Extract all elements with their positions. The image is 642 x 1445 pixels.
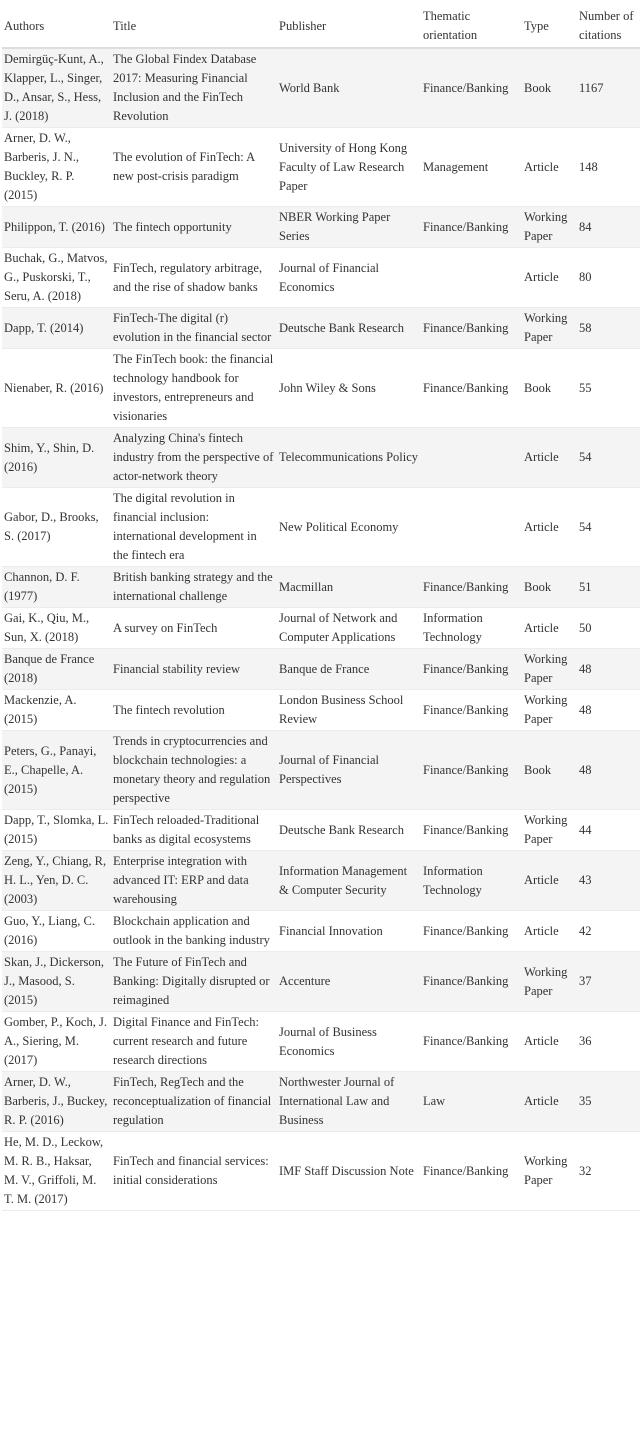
cell-thematic: Finance/Banking — [423, 974, 509, 988]
table-row — [2, 428, 640, 488]
table-row — [2, 649, 640, 690]
cell-publisher: Journal of Financial Economics — [279, 260, 379, 294]
cell-thematic: Finance/Banking — [423, 380, 509, 395]
cell-authors: He, M. D., Leckow, M. R. B., Haksar, M. V., Griffoli, M. T. M. (2017) — [4, 1135, 104, 1206]
table-row — [2, 952, 640, 1012]
cell-publisher: Financial Innovation — [279, 923, 383, 938]
header-row — [2, 5, 640, 48]
cell-type: Article — [524, 270, 559, 284]
cell-citations: 32 — [579, 1163, 592, 1178]
cell-citations: 48 — [579, 702, 592, 717]
table-row — [2, 567, 640, 608]
cell-publisher: IMF Staff Discussion Note — [279, 1163, 414, 1178]
cell-title: The FinTech book: the financial technology handbook for investors, entrepreneurs and visionaries — [113, 352, 274, 423]
cell-authors: Dapp, T., Slomka, L. (2015) — [4, 813, 109, 846]
cell-title: A survey on FinTech — [113, 620, 218, 635]
cell-title: FinTech and financial services: initial considerations — [113, 1154, 269, 1187]
cell-type: Working Paper — [524, 1154, 568, 1187]
cell-thematic: Finance/Banking — [423, 923, 509, 938]
cell-title: British banking strategy and the international challenge — [113, 570, 273, 603]
cell-type: Book — [524, 579, 552, 594]
cell-citations: 44 — [579, 822, 592, 837]
cell-title: Blockchain application and outlook in the banking industry — [113, 914, 270, 947]
cell-thematic — [421, 488, 522, 567]
cell-type: Working Paper — [524, 964, 568, 998]
cell-authors: Skan, J., Dickerson, J., Masood, S. (2015) — [4, 955, 104, 1007]
cell-authors: Channon, D. F. (1977) — [4, 570, 80, 603]
cell-citations: 36 — [579, 1034, 592, 1048]
cell-type: Book — [524, 380, 552, 395]
cell-thematic: Law — [423, 1094, 446, 1108]
table-row — [2, 349, 640, 428]
cell-title: Digital Finance and FinTech: current research and future research directions — [113, 1015, 259, 1067]
table-row — [2, 851, 640, 911]
cell-publisher: Banque de France — [279, 661, 370, 676]
cell-citations: 148 — [579, 159, 598, 174]
table-row — [2, 1132, 640, 1211]
citations-table — [2, 5, 640, 1211]
cell-type: Book — [524, 80, 552, 95]
cell-citations: 35 — [579, 1094, 592, 1108]
cell-publisher: Deutsche Bank Research — [279, 320, 404, 335]
cell-authors: Peters, G., Panayi, E., Chapelle, A. (2015) — [4, 743, 97, 796]
cell-citations: 80 — [579, 270, 592, 284]
cell-type: Working Paper — [524, 210, 568, 243]
table-row — [2, 207, 640, 248]
table-header — [2, 5, 640, 48]
header-citations: Number of citations — [579, 9, 634, 42]
cell-type: Working Paper — [524, 652, 568, 685]
cell-authors: Dapp, T. (2014) — [4, 320, 84, 335]
cell-citations: 58 — [579, 320, 592, 335]
cell-publisher: University of Hong Kong Faculty of Law Research Paper — [279, 140, 408, 193]
cell-thematic: Finance/Banking — [423, 1163, 509, 1178]
cell-citations: 37 — [579, 974, 592, 988]
table-row — [2, 911, 640, 952]
cell-thematic: Finance/Banking — [423, 320, 509, 335]
cell-type: Article — [524, 1034, 559, 1048]
cell-type: Working Paper — [524, 311, 568, 344]
cell-thematic: Finance/Banking — [423, 762, 509, 777]
cell-title: FinTech reloaded-Traditional banks as digital ecosystems — [113, 813, 260, 846]
cell-publisher: New Political Economy — [279, 519, 399, 534]
table-row — [2, 128, 640, 207]
cell-type: Article — [524, 1094, 559, 1108]
cell-citations: 48 — [579, 661, 592, 676]
cell-title: FinTech, regulatory arbitrage, and the rise of shadow banks — [113, 260, 263, 294]
table-row — [2, 1012, 640, 1072]
cell-thematic: Finance/Banking — [423, 80, 509, 95]
cell-authors: Gomber, P., Koch, J. A., Siering, M. (2017) — [4, 1015, 107, 1067]
cell-authors: Arner, D. W., Barberis, J. N., Buckley, R. P. (2015) — [4, 131, 79, 202]
table-row — [2, 248, 640, 308]
cell-authors: Guo, Y., Liang, C. (2016) — [4, 914, 95, 947]
table-row — [2, 488, 640, 567]
cell-publisher: Journal of Financial Perspectives — [279, 753, 379, 786]
cell-publisher: World Bank — [279, 80, 340, 95]
cell-citations: 48 — [579, 762, 592, 777]
cell-publisher: Information Management & Computer Security — [279, 863, 408, 897]
cell-title: The fintech opportunity — [113, 219, 232, 234]
cell-title: The digital revolution in financial inclusion: international development in the fintech era — [113, 491, 257, 562]
cell-authors: Buchak, G., Matvos, G., Puskorski, T., Seru, A. (2018) — [4, 251, 108, 303]
cell-citations: 50 — [579, 620, 592, 635]
cell-title: Enterprise integration with advanced IT: ERP and data warehousing — [113, 854, 249, 906]
cell-thematic: Management — [423, 159, 489, 174]
cell-citations: 55 — [579, 380, 592, 395]
cell-citations: 84 — [579, 219, 592, 234]
cell-thematic — [421, 248, 522, 308]
cell-title: The evolution of FinTech: A new post-crisis paradigm — [113, 150, 255, 183]
cell-type: Book — [524, 762, 552, 777]
cell-thematic: Information Technology — [423, 863, 483, 897]
table-row — [2, 608, 640, 649]
cell-title: The Global Findex Database 2017: Measuring Financial Inclusion and the FinTech Revolution — [113, 52, 257, 123]
cell-citations: 42 — [579, 923, 592, 938]
cell-title: FinTech, RegTech and the reconceptualization of financial regulation — [113, 1075, 272, 1127]
cell-authors: Gabor, D., Brooks, S. (2017) — [4, 510, 99, 543]
cell-thematic: Finance/Banking — [423, 219, 509, 234]
cell-citations: 1167 — [579, 80, 604, 95]
cell-title: The fintech revolution — [113, 702, 225, 717]
cell-authors: Shim, Y., Shin, D. (2016) — [4, 440, 95, 474]
cell-authors: Zeng, Y., Chiang, R, H. L., Yen, D. C. (2003) — [4, 854, 107, 906]
table-row — [2, 48, 640, 128]
cell-thematic: Finance/Banking — [423, 822, 509, 837]
table-row — [2, 810, 640, 851]
cell-thematic: Finance/Banking — [423, 661, 509, 676]
cell-title: Trends in cryptocurrencies and blockchain technologies: a monetary theory and regulation perspective — [113, 734, 271, 805]
cell-title: FinTech-The digital (r) evolution in the financial sector — [113, 311, 272, 344]
cell-type: Article — [524, 873, 559, 887]
cell-authors: Arner, D. W., Barberis, J., Buckey, R. P. (2016) — [4, 1075, 108, 1127]
cell-title: Analyzing China's fintech industry from the perspective of actor-network theory — [113, 431, 274, 483]
cell-title: The Future of FinTech and Banking: Digitally disrupted or reimagined — [113, 955, 270, 1007]
cell-publisher: Telecommunications Policy — [279, 450, 419, 464]
cell-publisher: Journal of Network and Computer Applications — [279, 611, 398, 644]
table-body — [2, 48, 640, 1211]
cell-publisher: NBER Working Paper Series — [279, 210, 391, 243]
cell-thematic: Finance/Banking — [423, 702, 509, 717]
cell-citations: 54 — [579, 450, 592, 464]
cell-authors: Demirgüç-Kunt, A., Klapper, L., Singer, D., Ansar, S., Hess, J. (2018) — [4, 52, 104, 123]
cell-thematic — [421, 428, 522, 488]
cell-type: Article — [524, 519, 559, 534]
cell-type: Article — [524, 159, 559, 174]
cell-publisher: Deutsche Bank Research — [279, 822, 404, 837]
cell-type: Article — [524, 620, 559, 635]
cell-publisher: John Wiley & Sons — [279, 380, 376, 395]
cell-publisher: London Business School Review — [279, 693, 404, 726]
cell-citations: 54 — [579, 519, 592, 534]
cell-authors: Banque de France (2018) — [4, 652, 95, 685]
table-row — [2, 731, 640, 810]
table-row — [2, 308, 640, 349]
cell-publisher: Accenture — [279, 974, 331, 988]
cell-thematic: Information Technology — [423, 611, 483, 644]
cell-authors: Nienaber, R. (2016) — [4, 380, 104, 395]
cell-thematic: Finance/Banking — [423, 579, 509, 594]
cell-type: Article — [524, 923, 559, 938]
cell-authors: Mackenzie, A. (2015) — [4, 693, 77, 726]
table-row — [2, 1072, 640, 1132]
cell-authors: Philippon, T. (2016) — [4, 219, 105, 234]
cell-publisher: Journal of Business Economics — [279, 1024, 377, 1058]
cell-publisher: Macmillan — [279, 579, 334, 594]
cell-citations: 51 — [579, 579, 592, 594]
cell-type: Working Paper — [524, 693, 568, 726]
header-thematic: Thematic orientation — [423, 9, 478, 42]
cell-authors: Gai, K., Qiu, M., Sun, X. (2018) — [4, 611, 90, 644]
header-authors: Authors — [4, 18, 45, 33]
cell-thematic: Finance/Banking — [423, 1034, 509, 1048]
cell-type: Article — [524, 450, 559, 464]
header-title: Title — [113, 18, 137, 33]
cell-type: Working Paper — [524, 813, 568, 846]
table-row — [2, 690, 640, 731]
header-publisher: Publisher — [279, 18, 327, 33]
cell-publisher: Northwester Journal of International Law and Business — [279, 1075, 395, 1127]
cell-citations: 43 — [579, 873, 592, 887]
cell-title: Financial stability review — [113, 661, 241, 676]
header-type: Type — [524, 18, 549, 33]
